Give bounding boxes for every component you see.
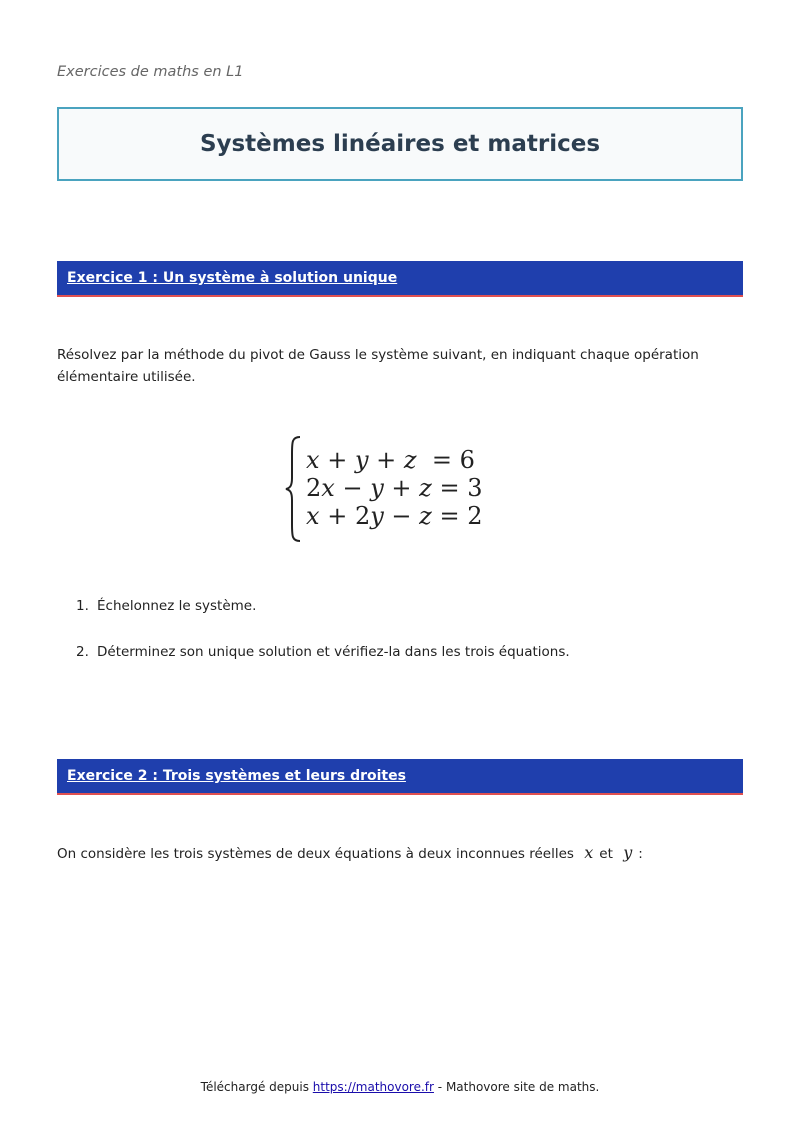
- variable-x: x: [584, 843, 594, 862]
- left-brace: [284, 434, 306, 544]
- footer-link[interactable]: https://mathovore.fr: [312, 1080, 434, 1094]
- equation-2: 2x − y + z = 3: [306, 474, 483, 502]
- variable-y: y: [623, 843, 633, 862]
- equation-3: x + 2y − z = 2: [306, 502, 483, 530]
- exercise-2-intro: On considère les trois systèmes de deux équations à deux inconnues réelles x et y :: [57, 843, 643, 862]
- question-text: Déterminez son unique solution et vérifiez-la dans les trois équations.: [97, 644, 570, 660]
- equation-1: x + y + z = 6: [306, 446, 475, 474]
- document-subtitle: Exercices de maths en L1: [57, 64, 244, 80]
- title-box: [57, 107, 743, 181]
- exercise-1-header: [57, 261, 743, 297]
- exercise-1-intro: Résolvez par la méthode du pivot de Gauss le système suivant, en indiquant chaque opération élémentaire utilisée.: [57, 347, 699, 385]
- page-title: Systèmes linéaires et matrices: [199, 131, 601, 157]
- question-text: Échelonnez le système.: [97, 598, 257, 614]
- equation-system: [284, 434, 544, 544]
- exercise-2-heading-link[interactable]: Exercice 2 : Trois systèmes et leurs droites: [67, 768, 406, 784]
- question-item-2: [76, 644, 570, 660]
- question-number: 1.: [76, 598, 89, 614]
- exercise-1-heading-link[interactable]: Exercice 1 : Un système à solution unique: [67, 270, 398, 286]
- exercise-2-header: [57, 759, 743, 795]
- page-footer: Téléchargé depuis https://mathovore.fr - Mathovore site de maths.: [200, 1080, 600, 1094]
- question-item-1: [76, 598, 256, 614]
- question-number: 2.: [76, 644, 89, 660]
